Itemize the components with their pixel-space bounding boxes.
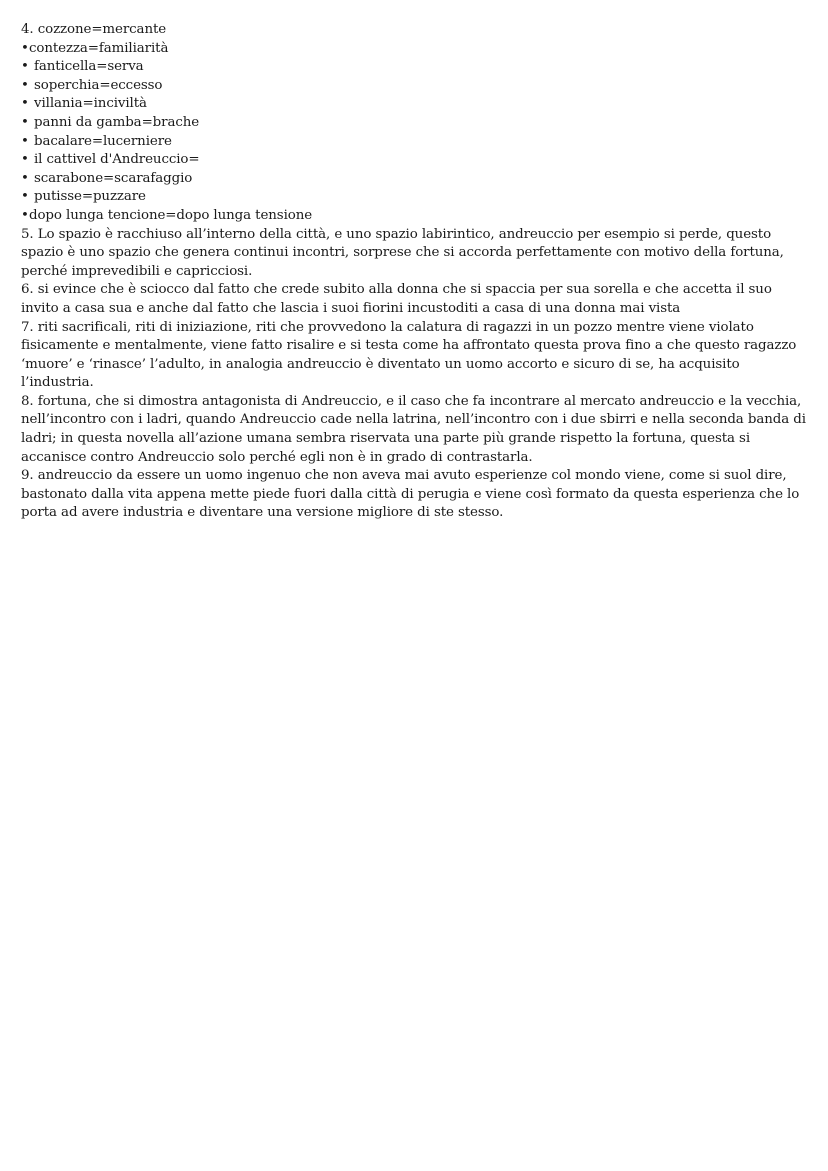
item-4-heading: 4. cozzone=mercante — [21, 22, 167, 37]
glossary-term: scarabone=scarafaggio — [34, 170, 193, 186]
bullet-mark: • — [21, 77, 29, 93]
bullet-mark: • — [21, 189, 29, 205]
answer-7: 7. riti sacrificali, riti di iniziazione, riti che provvedono la calatura di ragazzi in un pozzo mentre viene violato fisicamente e mentalmente, viene fatto risalire e si testa come ha affrontato questa prova fino a che questo ragazzo ‘muore’ e ‘rinasce’ l’adulto, in analogia andreuccio è diventato un uomo accorto e sicuro di se, ha acquisito l’industria. — [21, 319, 797, 391]
document-body — [21, 21, 806, 523]
glossary-item — [21, 95, 806, 114]
glossary-term: putisse=puzzare — [34, 189, 146, 205]
glossary-term: il cattivel d'Andreuccio= — [34, 152, 200, 168]
answer-9: 9. andreuccio da essere un uomo ingenuo che non aveva mai avuto esperienze col mondo viene, come si suol dire, bastonato dalla vita appena mette piede fuori dalla città di perugia e viene così formato da questa esperienza che lo porta ad avere industria e diventare una versione migliore di ste stesso. — [21, 468, 800, 521]
glossary-term: panni da gamba=brache — [34, 114, 200, 130]
glossary-item — [21, 170, 806, 189]
bullet-mark: • — [21, 207, 29, 223]
bullet-mark: • — [21, 133, 29, 149]
glossary-item — [21, 133, 806, 152]
glossary-list — [21, 40, 806, 226]
glossary-item — [21, 40, 806, 59]
bullet-mark: • — [21, 170, 29, 186]
answer-8: 8. fortuna, che si dimostra antagonista di Andreuccio, e il caso che fa incontrare al mercato andreuccio e la vecchia, nell’incontro con i ladri, quando Andreuccio cade nella latrina, nell’incontro con i due sbirri e nella seconda banda di ladri; in questa novella all’azione umana sembra riservata una parte più grande rispetto la fortuna, questa si accanisce contro Andreuccio solo perché egli non è in grado di contrastarla. — [21, 393, 806, 465]
glossary-item — [21, 151, 806, 170]
glossary-item — [21, 77, 806, 96]
bullet-mark: • — [21, 96, 29, 112]
glossary-term: bacalare=lucerniere — [34, 133, 172, 149]
bullet-mark: • — [21, 40, 29, 56]
bullet-mark: • — [21, 114, 29, 130]
bullet-mark: • — [21, 152, 29, 168]
glossary-term: dopo lunga tencione=dopo lunga tensione — [29, 207, 313, 223]
glossary-item — [21, 58, 806, 77]
glossary-term: villania=inciviltà — [34, 96, 147, 112]
glossary-item — [21, 207, 806, 226]
answer-5: 5. Lo spazio è racchiuso all’interno della città, e uno spazio labirintico, andreuccio per esempio si perde, questo spazio è uno spazio che genera continui incontri, sorprese che si accorda perfettamente con motivo della fortuna, perché imprevedibili e capricciosi. — [21, 226, 784, 279]
bullet-mark: • — [21, 59, 29, 75]
glossary-item — [21, 114, 806, 133]
glossary-term: soperchia=eccesso — [34, 77, 163, 93]
glossary-term: fanticella=serva — [34, 59, 144, 75]
glossary-term: contezza=familiarità — [29, 40, 169, 56]
answer-6: 6. si evince che è sciocco dal fatto che crede subito alla donna che si spaccia per sua sorella e che accetta il suo invito a casa sua e anche dal fatto che lascia i suoi fiorini incustoditi a casa di una donna mai vista — [21, 282, 772, 316]
glossary-item — [21, 188, 806, 207]
